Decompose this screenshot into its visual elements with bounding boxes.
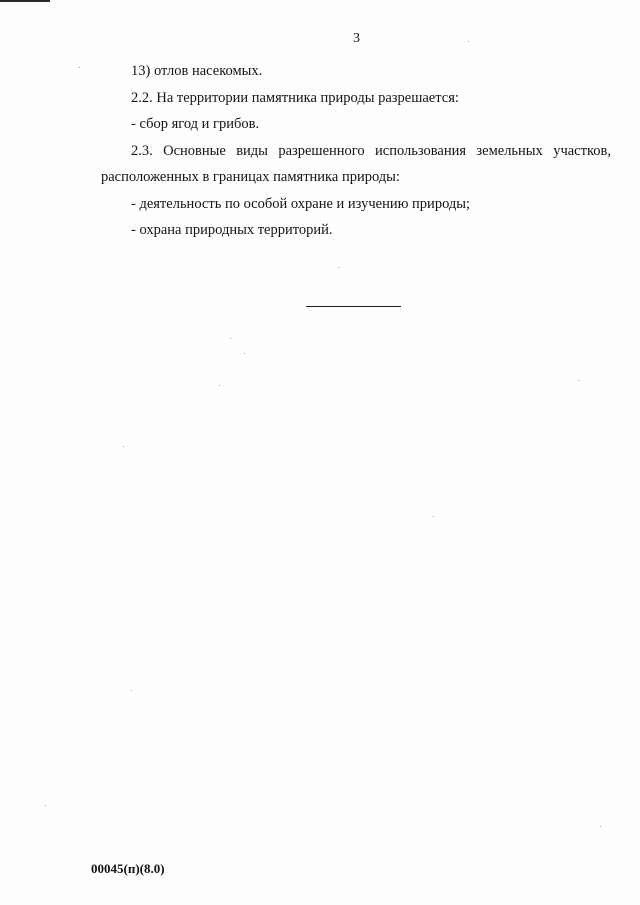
scan-speck xyxy=(45,805,46,806)
scan-speck xyxy=(123,446,124,447)
scan-speck xyxy=(578,380,579,381)
scan-speck xyxy=(433,516,434,517)
section-2-3-word: разрешенного xyxy=(278,143,365,159)
section-2-3-word: 2.3. xyxy=(131,143,153,159)
scan-speck xyxy=(230,338,231,339)
permitted-use-item: - деятельность по особой охране и изучению природы; xyxy=(131,196,471,212)
scan-speck xyxy=(219,385,220,386)
allowed-item: - сбор ягод и грибов. xyxy=(131,116,260,132)
section-2-3-continuation: расположенных в границах памятника природы: xyxy=(101,169,400,185)
section-2-2-heading: 2.2. На территории памятника природы разрешается: xyxy=(131,90,459,106)
section-2-3-word: использования xyxy=(375,143,467,159)
scan-speck xyxy=(244,353,245,354)
scan-speck xyxy=(79,67,80,68)
scan-speck xyxy=(338,267,339,268)
section-2-3-word: Основные xyxy=(163,143,226,159)
section-2-3-word: виды xyxy=(236,143,268,159)
list-item-13: 13) отлов насекомых. xyxy=(131,63,263,79)
document-code: 00045(п)(8.0) xyxy=(91,861,165,876)
page-number: 3 xyxy=(353,31,360,46)
scan-speck xyxy=(600,826,601,827)
scan-edge-mark xyxy=(0,0,50,2)
end-divider-line xyxy=(306,306,401,307)
permitted-use-item: - охрана природных территорий. xyxy=(131,222,333,238)
scan-speck xyxy=(131,690,132,691)
section-2-3-word: земельных xyxy=(476,143,543,159)
section-2-3-first-line xyxy=(131,142,611,160)
section-2-3-word: участков, xyxy=(553,143,611,159)
scan-speck xyxy=(468,41,469,42)
